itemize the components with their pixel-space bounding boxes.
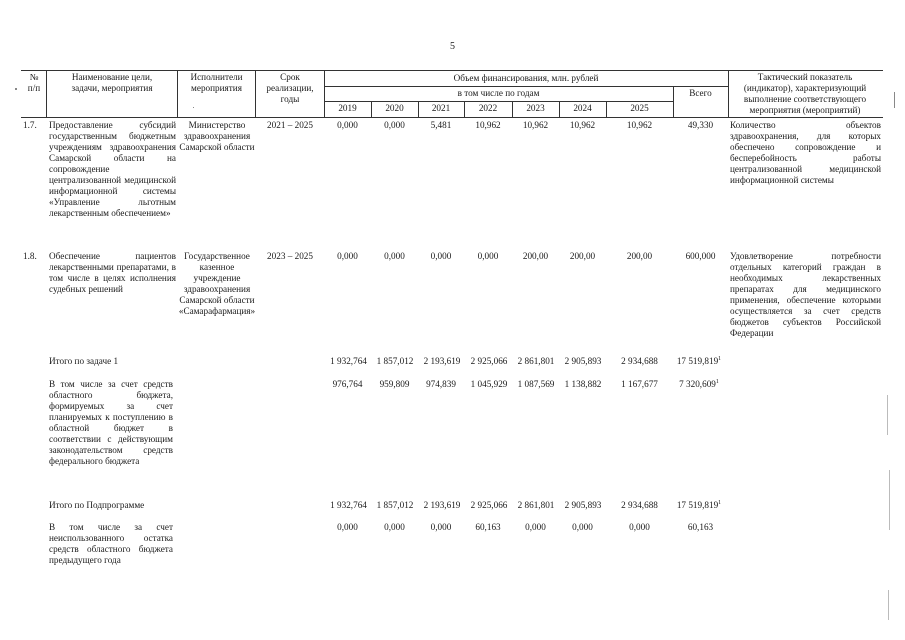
scan-speck	[15, 88, 17, 90]
row-value: 2 193,619	[423, 500, 461, 510]
row-value: 2 934,688	[621, 500, 658, 510]
footnote-mark: 1	[718, 355, 722, 362]
row-total	[670, 356, 728, 367]
header-col-divider	[255, 70, 256, 117]
header-volume: Объем финансирования, млн. рублей	[453, 73, 599, 83]
row-value: 10,962	[626, 120, 653, 130]
row-name: Обеспечение пациентов лекарственными препаратами, в том числе в целях исполнения судебных решений	[49, 251, 176, 294]
row-value: 2 905,893	[564, 356, 602, 366]
row-executor: Государственное казенное учреждение здравоохранения Самарской области «Самарафармация»	[178, 251, 256, 316]
row-value: 0,000	[337, 120, 358, 130]
row-value: 2 193,619	[423, 356, 461, 366]
row-value: 0,000	[384, 120, 405, 130]
scan-speck	[193, 107, 194, 108]
row-value: 959,809	[379, 379, 410, 389]
row-value: 1 138,882	[564, 379, 602, 389]
indicator-col-divider	[728, 70, 729, 117]
row-value: 0,000	[629, 522, 650, 532]
scan-speck	[889, 470, 890, 530]
row-value: 0,000	[430, 522, 452, 532]
scan-speck	[894, 92, 895, 108]
row-total-value: 7 320,609	[679, 379, 716, 389]
header-indicator: Тактический показатель (индикатор), характеризующий выполнение соответствующего мероприятия (мероприятий)	[743, 72, 867, 115]
row-value: 1 932,764	[330, 356, 367, 366]
row-value: 1 045,929	[470, 379, 508, 389]
row-value: 200,00	[522, 251, 549, 261]
row-total-value: 17 519,819	[676, 500, 719, 510]
header-col-divider	[46, 70, 47, 117]
row-total	[670, 500, 728, 511]
row-total: 600,000	[685, 251, 716, 261]
row-value: 0,000	[572, 522, 593, 532]
table-top-border	[21, 70, 883, 71]
row-value: 2 861,801	[517, 356, 555, 366]
header-year: 2020	[385, 103, 404, 113]
row-value: 2 925,066	[470, 500, 508, 510]
row-name: В том числе за счет средств областного бюджета, формируемых за счет планируемых к поступлению в областной бюджет в соответствии с действующим законодательством средств федерального бюджета	[49, 379, 173, 466]
row-value: 0,000	[525, 522, 546, 532]
row-value: 200,00	[569, 251, 596, 261]
header-term: Срок реализации, годы	[266, 72, 314, 104]
header-number: № п/п	[27, 72, 41, 93]
row-value: 60,163	[475, 522, 501, 532]
row-number: 1.7.	[23, 120, 37, 130]
row-number: 1.8.	[23, 251, 37, 261]
row-value: 0,000	[337, 522, 358, 532]
row-value: 1 857,012	[376, 500, 414, 510]
row-name: В том числе за счет неиспользованного остатка средств областного бюджета предыдущего года	[49, 522, 173, 565]
header-year: 2021	[431, 103, 451, 113]
row-value: 0,000	[477, 251, 499, 261]
row-indicator: Удовлетворение потребности отдельных категорий граждан в необходимых лекарственных препаратах для медицинского применения, обеспечение которыми осуществляется за счет средств бюджетов субъектов Российской Федерации	[730, 251, 881, 338]
row-term: 2021 – 2025	[267, 120, 313, 130]
header-executor: Исполнители мероприятия	[190, 72, 243, 93]
row-total	[670, 379, 728, 390]
row-name: Итого по задаче 1	[49, 356, 119, 366]
row-term: 2023 – 2025	[267, 251, 313, 261]
row-value: 10,962	[569, 120, 596, 130]
row-value: 2 934,688	[621, 356, 658, 366]
row-executor: Министерство здравоохранения Самарской области	[179, 120, 255, 152]
volume-header-divider	[324, 86, 728, 87]
row-value: 976,764	[332, 379, 363, 389]
row-value: 0,000	[337, 251, 358, 261]
row-value: 10,962	[522, 120, 549, 130]
row-value: 200,00	[626, 251, 653, 261]
row-total: 60,163	[687, 522, 714, 532]
row-value: 1 932,764	[330, 500, 367, 510]
row-value: 0,000	[430, 251, 452, 261]
footnote-mark: 1	[715, 378, 719, 385]
row-name: Итого по Подпрограмме	[49, 500, 145, 510]
header-year: 2022	[478, 103, 498, 113]
row-value: 2 905,893	[564, 500, 602, 510]
byyear-header-divider	[324, 101, 673, 102]
header-name: Наименование цели, задачи, мероприятия	[71, 72, 153, 93]
row-value: 1 167,677	[621, 379, 658, 389]
header-year: 2025	[630, 103, 649, 113]
row-value: 974,839	[426, 379, 456, 389]
row-value: 10,962	[475, 120, 501, 130]
scan-speck	[888, 590, 889, 620]
row-value: 1 087,569	[517, 379, 555, 389]
row-value: 1 857,012	[376, 356, 414, 366]
header-byyear: в том числе по годам	[457, 88, 540, 98]
row-value: 2 925,066	[470, 356, 508, 366]
scan-speck	[887, 395, 888, 435]
row-value: 0,000	[384, 522, 405, 532]
row-value: 2 861,801	[517, 500, 555, 510]
header-total: Всего	[689, 88, 712, 98]
footnote-mark: 1	[718, 499, 722, 506]
row-total-value: 17 519,819	[676, 356, 719, 366]
header-col-divider	[177, 70, 178, 117]
row-total: 49,330	[687, 120, 714, 130]
row-value: 5,481	[430, 120, 452, 130]
header-year: 2024	[573, 103, 592, 113]
header-bottom-border	[21, 117, 883, 118]
row-name: Предоставление субсидий государственным бюджетным учреждениям здравоохранения Самарской области на сопровождение централизованной медицинской информационной системы «Управление льготным лекарственным обеспечением»	[49, 120, 176, 218]
row-indicator: Количество объектов здравоохранения, для которых обеспечено сопровождение и бесперебойность работы централизованной медицинской информационной системы	[730, 120, 881, 185]
row-value: 0,000	[384, 251, 405, 261]
page-number: 5	[450, 41, 455, 52]
header-year: 2019	[338, 103, 357, 113]
header-year: 2023	[526, 103, 545, 113]
